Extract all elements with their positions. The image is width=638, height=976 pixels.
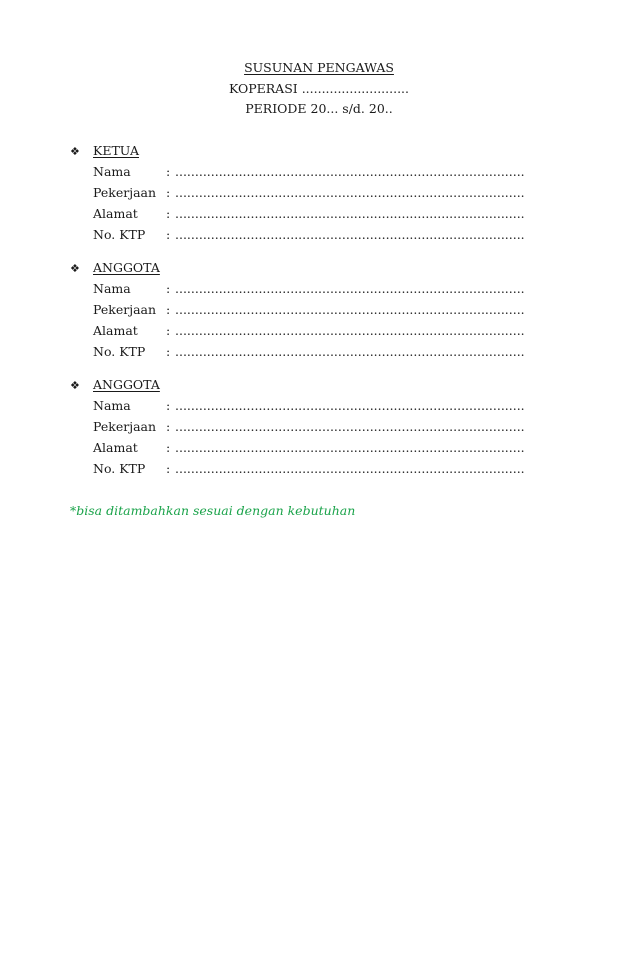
field-blank: ........................................................................................ <box>175 440 525 455</box>
field-row-nama <box>93 397 541 415</box>
koperasi-label: KOPERASI <box>228 81 298 96</box>
field-label: Alamat <box>93 323 138 338</box>
field-colon: : <box>166 398 171 413</box>
field-label: Nama <box>93 281 131 296</box>
section-heading-text: KETUA <box>93 143 139 158</box>
field-colon: : <box>166 164 171 179</box>
field-blank: ........................................................................................ <box>175 302 525 317</box>
diamond-bullet-icon: ❖ <box>70 262 80 275</box>
field-colon: : <box>166 323 171 338</box>
field-colon: : <box>166 440 171 455</box>
koperasi-blank: ........................... <box>301 81 409 96</box>
field-blank: ........................................................................................ <box>175 206 525 221</box>
field-colon: : <box>166 206 171 221</box>
field-colon: : <box>166 419 171 434</box>
field-label: No. KTP <box>93 461 146 476</box>
field-label: Pekerjaan <box>93 302 157 317</box>
field-blank: ........................................................................................ <box>175 281 525 296</box>
field-label: No. KTP <box>93 227 146 242</box>
field-row-pekerjaan <box>93 184 541 202</box>
section-heading <box>70 259 160 277</box>
section-heading <box>70 376 160 394</box>
field-row-nama <box>93 163 541 181</box>
field-blank: ........................................................................................ <box>175 185 525 200</box>
field-row-no-ktp <box>93 226 541 244</box>
field-blank: ........................................................................................ <box>175 398 525 413</box>
field-colon: : <box>166 302 171 317</box>
field-colon: : <box>166 344 171 359</box>
field-blank: ........................................................................................ <box>175 461 525 476</box>
diamond-bullet-icon: ❖ <box>70 145 80 158</box>
field-label: Nama <box>93 164 131 179</box>
field-colon: : <box>166 281 171 296</box>
diamond-bullet-icon: ❖ <box>70 379 80 392</box>
field-label: Alamat <box>93 206 138 221</box>
section-heading-text: ANGGOTA <box>93 260 160 275</box>
field-label: Nama <box>93 398 131 413</box>
field-label: Pekerjaan <box>93 185 157 200</box>
field-blank: ........................................................................................ <box>175 164 525 179</box>
field-colon: : <box>166 461 171 476</box>
field-label: Pekerjaan <box>93 419 157 434</box>
field-row-no-ktp <box>93 343 541 361</box>
field-row-alamat <box>93 439 541 457</box>
field-label: No. KTP <box>93 344 146 359</box>
field-colon: : <box>166 185 171 200</box>
section-heading <box>70 142 139 160</box>
field-blank: ........................................................................................ <box>175 323 525 338</box>
field-row-nama <box>93 280 541 298</box>
field-colon: : <box>166 227 171 242</box>
field-row-alamat <box>93 205 541 223</box>
field-label: Alamat <box>93 440 138 455</box>
field-blank: ........................................................................................ <box>175 227 525 242</box>
footnote: *bisa ditambahkan sesuai dengan kebutuhan <box>70 503 356 518</box>
field-row-no-ktp <box>93 460 541 478</box>
field-row-alamat <box>93 322 541 340</box>
document-title: SUSUNAN PENGAWAS <box>244 60 394 75</box>
field-blank: ........................................................................................ <box>175 419 525 434</box>
field-blank: ........................................................................................ <box>175 344 525 359</box>
field-row-pekerjaan <box>93 418 541 436</box>
field-row-pekerjaan <box>93 301 541 319</box>
periode-line: PERIODE 20... s/d. 20.. <box>245 101 393 116</box>
section-heading-text: ANGGOTA <box>93 377 160 392</box>
koperasi-line <box>0 81 638 97</box>
